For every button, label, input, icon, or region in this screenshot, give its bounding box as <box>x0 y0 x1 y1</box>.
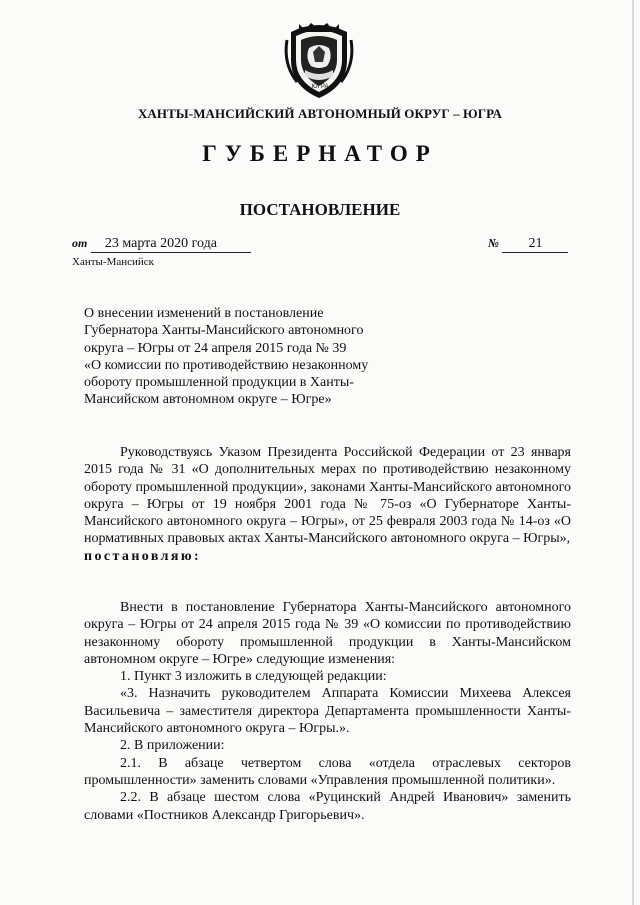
paragraph-amend: Внести в постановление Губернатора Ханты-Мансийского автономного округа – Югры от 24 апреля 2015 года № 39 «О комиссии по противодействию незаконному обороту промышленной продукции в Ханты-Мансийском автономном округе – Югре» следующие изменения: <box>84 600 571 667</box>
document-subject <box>84 305 404 409</box>
preamble-paragraph <box>84 444 571 565</box>
subject-line: Мансийском автономном округе – Югре» <box>84 392 332 408</box>
subject-line: О внесении изменений в постановление <box>84 306 324 321</box>
document-title: ГУБЕРНАТОР <box>202 141 438 166</box>
paragraph-item-2: 2. В приложении: <box>120 738 225 754</box>
date-prefix: от <box>72 236 88 250</box>
region-name: ХАНТЫ-МАНСИЙСКИЙ АВТОНОМНЫЙ ОКРУГ – ЮГРА <box>137 106 503 121</box>
subject-line: «О комиссии по противодействию незаконному <box>84 357 369 373</box>
number-field <box>488 236 568 253</box>
preamble-text: Руководствуясь Указом Президента Российской Федерации от 23 января 2015 года № 31 «О дополнительных мерах по противодействию незаконному обороту промышленной продукции», законами Ханты-Мансийского автономного округа – Югры от 19 ноября 2001 года № 75-оз «О Губернаторе Ханты-Мансийского автономного округа – Югры», от 25 февраля 2003 года № 14-оз «О нормативных правовых актах Ханты-Мансийского автономного округа – Югры», <box>84 445 571 547</box>
document-number: 21 <box>502 236 568 253</box>
paragraph-item-3-text: «3. Назначить руководителем Аппарата Комиссии Михеева Алексея Васильевича – заместителя директора Департамента промышленности Ханты-Мансийского автономного округа – Югры.». <box>84 686 571 737</box>
city-name: Ханты-Мансийск <box>72 256 155 268</box>
paragraph-item-2-1: 2.1. В абзаце четвертом слова «отдела отраслевых секторов промышленности» заменить словами «Управления промышленной политики». <box>84 755 571 788</box>
paragraph-item-2-2: 2.2. В абзаце шестом слова «Руцинский Андрей Иванович» заменить словами «Постников Александр Григорьевич». <box>84 790 571 823</box>
decree-body <box>84 599 571 824</box>
page-edge <box>632 0 634 905</box>
date-field <box>72 236 251 253</box>
emblem-caption: ЮГРА <box>311 84 329 90</box>
subject-line: Губернатора Ханты-Мансийского автономного <box>84 323 364 339</box>
decree-word: постановляю: <box>84 548 202 564</box>
document-type: ПОСТАНОВЛЕНИЕ <box>239 200 401 219</box>
paragraph-item-1: 1. Пункт 3 изложить в следующей редакции: <box>120 669 387 685</box>
subject-line: округа – Югры от 24 апреля 2015 года № 39 <box>84 340 347 356</box>
number-sign: № <box>488 236 499 250</box>
subject-line: обороту промышленной продукции в Ханты- <box>84 375 354 391</box>
document-date: 23 марта 2020 года <box>91 236 251 253</box>
